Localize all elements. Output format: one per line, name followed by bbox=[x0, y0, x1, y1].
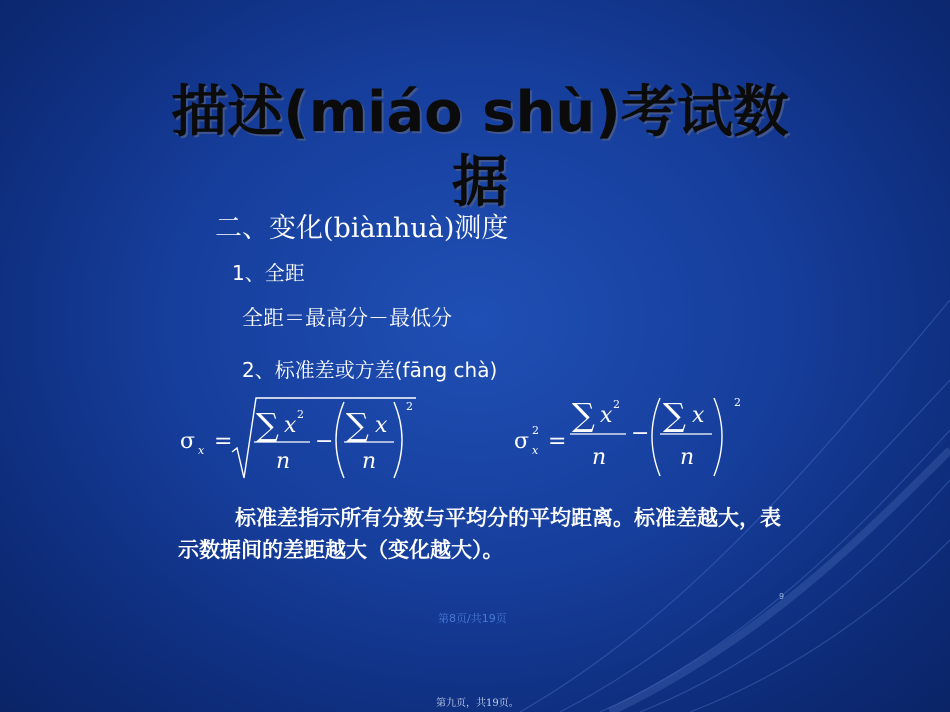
equals-sign: = bbox=[548, 429, 567, 454]
minus-sign: − bbox=[315, 429, 334, 454]
sigma-symbol: σ bbox=[180, 429, 196, 454]
stddev-formula bbox=[176, 390, 426, 485]
sigma-subscript: x bbox=[198, 444, 205, 457]
left-paren bbox=[652, 398, 660, 476]
denominator-n-2: n bbox=[680, 445, 695, 470]
slide-title: 描述(miáo shù)考试数据 bbox=[171, 80, 789, 215]
numerator-x: x bbox=[600, 403, 613, 428]
sum-symbol-2: ∑ bbox=[663, 396, 686, 434]
range-formula: 全距＝最高分－最低分 bbox=[242, 306, 452, 330]
page-footer: 第九页，共19页。 bbox=[436, 698, 519, 709]
sigma-superscript: 2 bbox=[532, 424, 539, 437]
numerator-x: x bbox=[284, 413, 297, 438]
denominator-n-2: n bbox=[362, 449, 377, 474]
denominator-n: n bbox=[592, 445, 607, 470]
denominator-n: n bbox=[276, 449, 291, 474]
sum-symbol-2: ∑ bbox=[346, 406, 369, 444]
outer-exp: 2 bbox=[406, 400, 413, 413]
equals-sign: = bbox=[214, 429, 233, 454]
sigma-subscript: x bbox=[532, 444, 539, 457]
sum-symbol: ∑ bbox=[256, 406, 279, 444]
slide-number: 9 bbox=[779, 592, 785, 601]
sigma-symbol: σ bbox=[514, 429, 530, 454]
section-subtitle: 二、变化(biànhuà)测度 bbox=[215, 213, 509, 244]
stddev-explanation: 标准差指示所有分数与平均分的平均距离。标准差越大，表示数据间的差距越大（变化越大）。 bbox=[178, 506, 781, 562]
minus-sign: − bbox=[631, 421, 650, 446]
right-paren bbox=[714, 398, 722, 476]
right-paren bbox=[394, 402, 402, 478]
item-stddev-heading: 2、标准差或方差(fāng chà) bbox=[242, 358, 498, 382]
numerator-x-2: x bbox=[375, 413, 388, 438]
left-paren bbox=[336, 402, 344, 478]
outer-exp: 2 bbox=[734, 396, 741, 409]
item-range-heading: 1、全距 bbox=[232, 261, 305, 285]
numerator-exp: 2 bbox=[297, 408, 304, 421]
sum-symbol: ∑ bbox=[572, 396, 595, 434]
variance-formula bbox=[510, 390, 750, 485]
page-indicator: 第8页/共19页 bbox=[438, 612, 507, 625]
numerator-x-2: x bbox=[692, 403, 705, 428]
numerator-exp: 2 bbox=[613, 398, 620, 411]
